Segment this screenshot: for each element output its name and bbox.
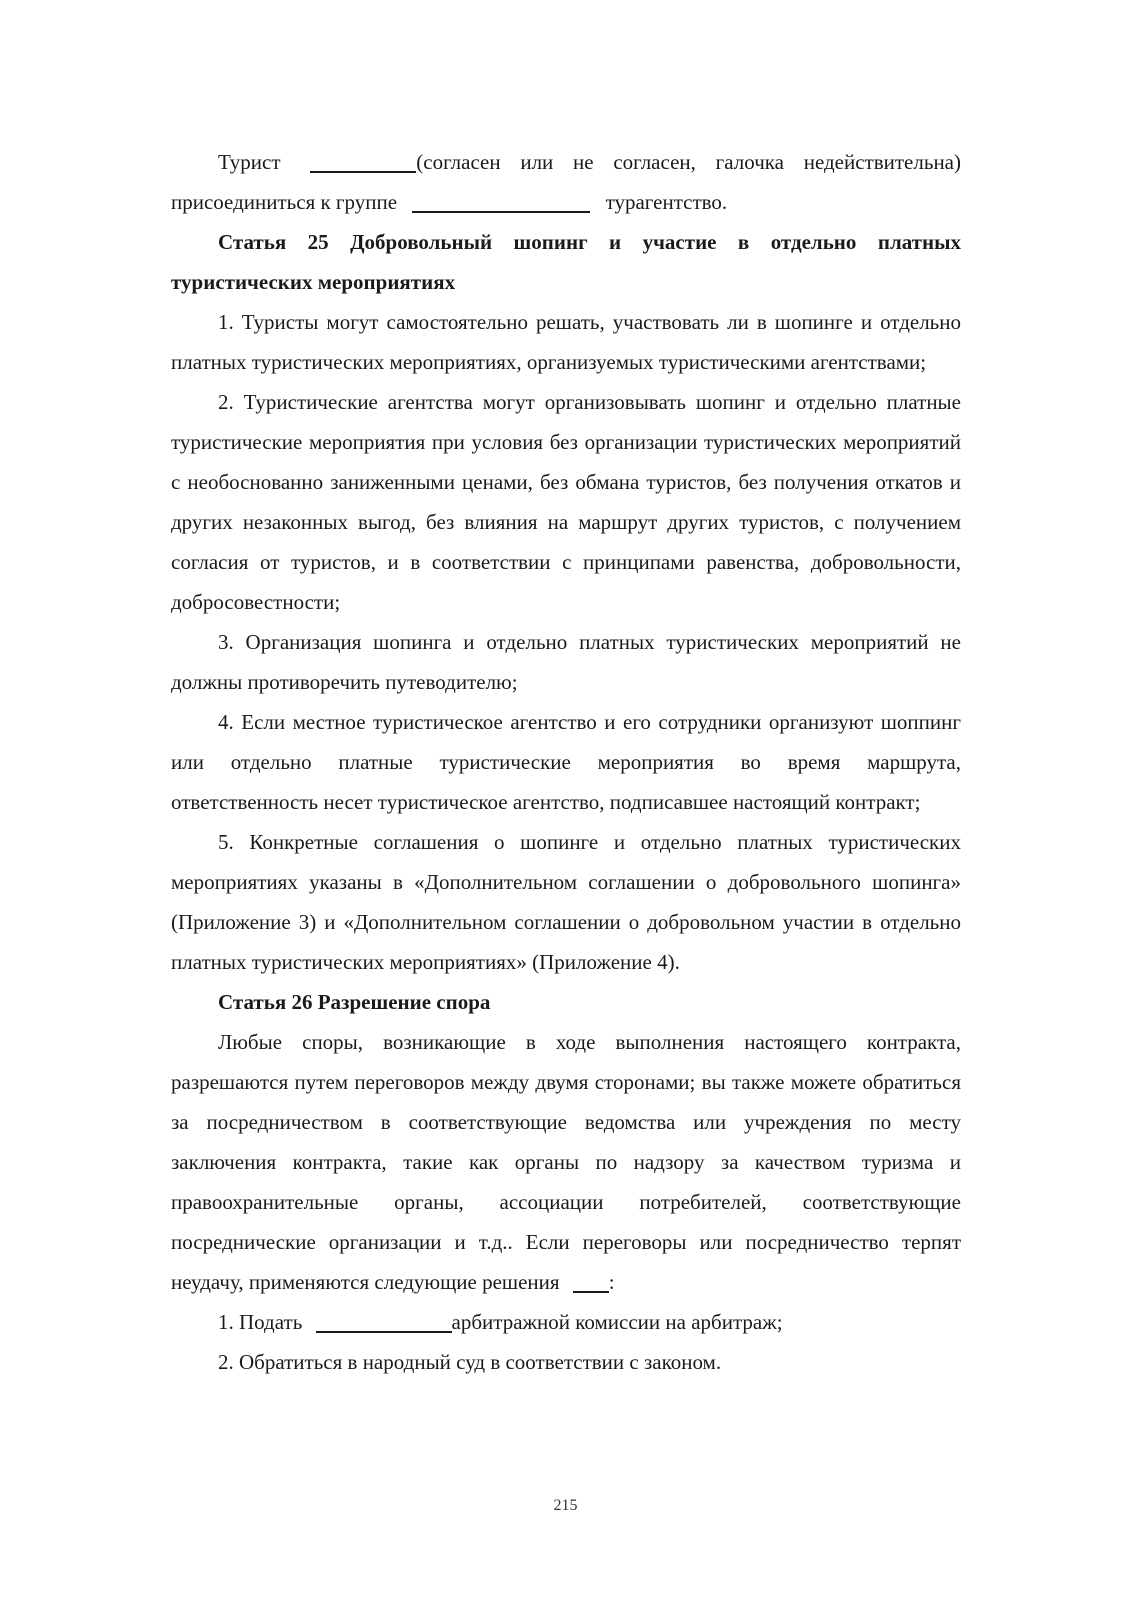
resolution-colon: : — [608, 1270, 615, 1294]
article-25-item-5: 5. Конкретные соглашения о шопинге и отдельно платных туристических мероприятиях указаны в «Дополнительном соглашении о добровольного шопинга» (Приложение 3) и «Дополнительном соглашении о добровольном участии в отдельно платных туристических мероприятиях» (Приложение 4). — [171, 830, 961, 974]
article-25-title: Статья 25 Добровольный шопинг и участие в отдельно платных туристических мероприятиях — [171, 230, 961, 294]
arbitration-commission-blank[interactable] — [316, 1307, 452, 1333]
tourist-label: Турист — [218, 150, 281, 174]
agency-text: турагентство. — [605, 190, 728, 214]
page-number: 215 — [553, 1497, 578, 1514]
article-26-body — [171, 1022, 961, 1302]
join-text: присоединиться к группе — [171, 190, 398, 214]
resolution-option-2: 2. Обратиться в народный суд в соответствии с законом. — [218, 1350, 722, 1374]
article-25-item-2: 2. Туристические агентства могут организовывать шопинг и отдельно платные туристические мероприятия при условия без организации туристических мероприятий с необоснованно заниженными ценами, без обмана туристов, без получения откатов и других незаконных выгод, без влияния на маршрут других туристов, с получением согласия от туристов, и в соответствии с принципами равенства, добровольности, добросовестности; — [171, 390, 961, 614]
option-1-suffix: арбитражной комиссии на арбитраж; — [451, 1310, 783, 1334]
tourist-consent-paragraph — [171, 142, 961, 222]
consent-text: (согласен или не согласен, галочка недействительна) — [416, 150, 961, 174]
document-page — [171, 142, 961, 1382]
group-blank[interactable] — [412, 187, 590, 213]
resolution-option-1 — [171, 1302, 961, 1342]
article-25-item-3: 3. Организация шопинга и отдельно платных туристических мероприятий не должны противоречить путеводителю; — [171, 630, 961, 694]
article-26-title: Статья 26 Разрешение спора — [218, 990, 491, 1014]
article-26-body-text: Любые споры, возникающие в ходе выполнения настоящего контракта, разрешаются путем переговоров между двумя сторонами; вы также можете обратиться за посредничеством в соответствующие ведомства или учреждения по месту заключения контракта, такие как органы по надзору за качеством туризма и правоохранительные органы, ассоциации потребителей, соответствующие посреднические организации и т.д.. Если переговоры или посредничество терпят неудачу, применяются следующие решения — [171, 1030, 961, 1294]
resolution-choice-blank[interactable] — [573, 1267, 609, 1293]
option-1-prefix: 1. Подать — [218, 1310, 303, 1334]
article-25-item-1: 1. Туристы могут самостоятельно решать, участвовать ли в шопинге и отдельно платных туристических мероприятиях, организуемых туристическими агентствами; — [171, 310, 961, 374]
article-25-item-4: 4. Если местное туристическое агентство и его сотрудники организуют шоппинг или отдельно платные туристические мероприятия во время маршрута, ответственность несет туристическое агентство, подписавшее настоящий контракт; — [171, 710, 961, 814]
consent-blank[interactable] — [310, 147, 416, 173]
